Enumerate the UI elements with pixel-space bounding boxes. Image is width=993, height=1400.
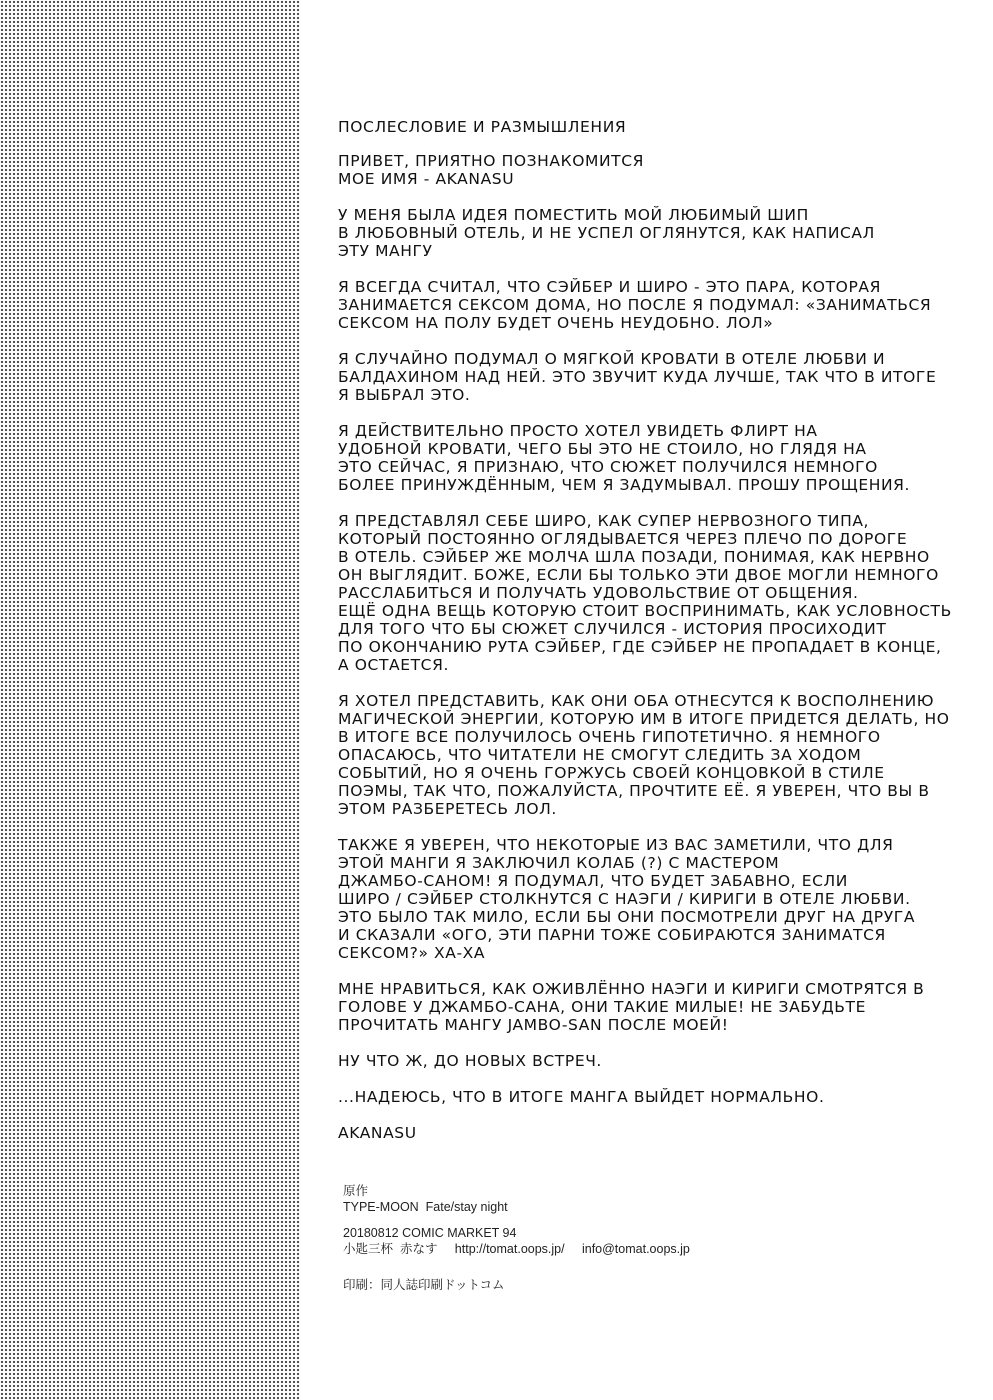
colophon (343, 1183, 943, 1293)
colophon-printer: 印刷：同人誌印刷ドットコム (343, 1278, 505, 1292)
colophon-original-label: 原作 (343, 1184, 369, 1198)
paragraph-greeting: ПРИВЕТ, ПРИЯТНО ПОЗНАКОМИТСЯ МОЕ ИМЯ - AKANASU (338, 152, 645, 188)
colophon-circle: 小匙三杯 赤なす http://tomat.oops.jp/ info@tomat.oops.jp (343, 1242, 690, 1256)
paragraph-couple: Я ВСЕГДА СЧИТАЛ, ЧТО СЭЙБЕР И ШИРО - ЭТО ПАРА, КОТОРАЯ ЗАНИМАЕТСЯ СЕКСОМ ДОМА, НО ПОСЛЕ Я ПОДУМАЛ: «ЗАНИМАТЬСЯ СЕКСОМ НА ПОЛУ БУДЕТ ОЧЕНЬ НЕУДОБНО. ЛОЛ» (338, 278, 932, 332)
paragraph-energy: Я ХОТЕЛ ПРЕДСТАВИТЬ, КАК ОНИ ОБА ОТНЕСУТСЯ К ВОСПОЛНЕНИЮ МАГИЧЕСКОЙ ЭНЕРГИИ, КОТОРУЮ ИМ В ИТОГЕ ПРИДЕТСЯ ДЕЛАТЬ, НО В ИТОГЕ ВСЕ ПОЛУЧИЛОСЬ ОЧЕНЬ ГИПОТЕТИЧНО. Я НЕМНОГО ОПАСАЮСЬ, ЧТО ЧИТАТЕЛИ НЕ СМОГУТ СЛЕДИТЬ ЗА ХОДОМ СОБЫТИЙ, НО Я ОЧЕНЬ ГОРЖУСЬ СВОЕЙ КОНЦОВКОЙ В СТИЛЕ ПОЭМЫ, ТАК ЧТО, ПОЖАЛУЙСТА, ПРОЧТИТЕ ЕЁ. Я УВЕРЕН, ЧТО ВЫ В ЭТОМ РАЗБЕРЕТЕСЬ ЛОЛ. (338, 692, 950, 818)
paragraph-shiro: Я ПРЕДСТАВЛЯЛ СЕБЕ ШИРО, КАК СУПЕР НЕРВОЗНОГО ТИПА, КОТОРЫЙ ПОСТОЯННО ОГЛЯДЫВАЕТСЯ ЧЕРЕЗ ПЛЕЧО ПО ДОРОГЕ В ОТЕЛЬ. СЭЙБЕР ЖЕ МОЛЧА ШЛА ПОЗАДИ, ПОНИМАЯ, КАК НЕРВНО ОН ВЫГЛЯДИТ. БОЖЕ, ЕСЛИ БЫ ТОЛЬКО ЭТИ ДВОЕ МОГЛИ НЕМНОГО РАССЛАБИТЬСЯ И ПОЛУЧАТЬ УДОВОЛЬСТВИЕ ОТ ОБЩЕНИЯ. ЕЩЁ ОДНА ВЕЩЬ КОТОРУЮ СТОИТ ВОСПРИНИМАТЬ, КАК УСЛОВНОСТЬ ДЛЯ ТОГО ЧТО БЫ СЮЖЕТ СЛУЧИЛСЯ - ИСТОРИЯ ПРОСИХОДИТ ПО ОКОНЧАНИЮ РУТА СЭЙБЕР, ГДЕ СЭЙБЕР НЕ ПРОПАДАЕТ В КОНЦЕ, А ОСТАЕТСЯ. (338, 512, 952, 674)
paragraph-jambo: МНЕ НРАВИТЬСЯ, КАК ОЖИВЛЁННО НАЭГИ И КИРИГИ СМОТРЯТСЯ В ГОЛОВЕ У ДЖАМБО-САНА, ОНИ ТАКИЕ МИЛЫЕ! НЕ ЗАБУДЬТЕ ПРОЧИТАТЬ МАНГУ JAMBO-SAN ПОСЛЕ МОЕЙ! (338, 980, 925, 1034)
colophon-event: 20180812 COMIC MARKET 94 (343, 1226, 517, 1240)
paragraph-bed: Я СЛУЧАЙНО ПОДУМАЛ О МЯГКОЙ КРОВАТИ В ОТЕЛЕ ЛЮБВИ И БАЛДАХИНОМ НАД НЕЙ. ЭТО ЗВУЧИТ КУДА ЛУЧШЕ, ТАК ЧТО В ИТОГЕ Я ВЫБРАЛ ЭТО. (338, 350, 937, 404)
paragraph-collab: ТАКЖЕ Я УВЕРЕН, ЧТО НЕКОТОРЫЕ ИЗ ВАС ЗАМЕТИЛИ, ЧТО ДЛЯ ЭТОЙ МАНГИ Я ЗАКЛЮЧИЛ КОЛАБ (?) С МАСТЕРОМ ДЖАМБО-САНОМ! Я ПОДУМАЛ, ЧТО БУДЕТ ЗАБАВНО, ЕСЛИ ШИРО / СЭЙБЕР СТОЛКНУТСЯ С НАЭГИ / КИРИГИ В ОТЕЛЕ ЛЮБВИ. ЭТО БЫЛО ТАК МИЛО, ЕСЛИ БЫ ОНИ ПОСМОТРЕЛИ ДРУГ НА ДРУГА И СКАЗАЛИ «ОГО, ЭТИ ПАРНИ ТОЖЕ СОБИРАЮТСЯ ЗАНИМАТСЯ СЕКСОМ?» ХА-ХА (338, 836, 916, 962)
paragraph-farewell: НУ ЧТО Ж, ДО НОВЫХ ВСТРЕЧ. (338, 1052, 602, 1070)
paragraph-flirt: Я ДЕЙСТВИТЕЛЬНО ПРОСТО ХОТЕЛ УВИДЕТЬ ФЛИРТ НА УДОБНОЙ КРОВАТИ, ЧЕГО БЫ ЭТО НЕ СТОИЛО, НО ГЛЯДЯ НА ЭТО СЕЙЧАС, Я ПРИЗНАЮ, ЧТО СЮЖЕТ ПОЛУЧИЛСЯ НЕМНОГО БОЛЕЕ ПРИНУЖДЁННЫМ, ЧЕМ Я ЗАДУМЫВАЛ. ПРОШУ ПРОЩЕНИЯ. (338, 422, 911, 494)
signature: AKANASU (338, 1124, 417, 1142)
afterword-heading: ПОСЛЕСЛОВИЕ И РАЗМЫШЛЕНИЯ (338, 118, 627, 136)
screentone-panel (0, 0, 300, 1400)
afterword-text (338, 118, 978, 1160)
paragraph-idea: У МЕНЯ БЫЛА ИДЕЯ ПОМЕСТИТЬ МОЙ ЛЮБИМЫЙ ШИП В ЛЮБОВНЫЙ ОТЕЛЬ, И НЕ УСПЕЛ ОГЛЯНУТСЯ, КАК НАПИСАЛ ЭТУ МАНГУ (338, 206, 875, 260)
screentone-edge (300, 0, 302, 1400)
colophon-original-value: TYPE-MOON Fate/stay night (343, 1200, 508, 1214)
paragraph-hope: ...НАДЕЮСЬ, ЧТО В ИТОГЕ МАНГА ВЫЙДЕТ НОРМАЛЬНО. (338, 1088, 825, 1106)
